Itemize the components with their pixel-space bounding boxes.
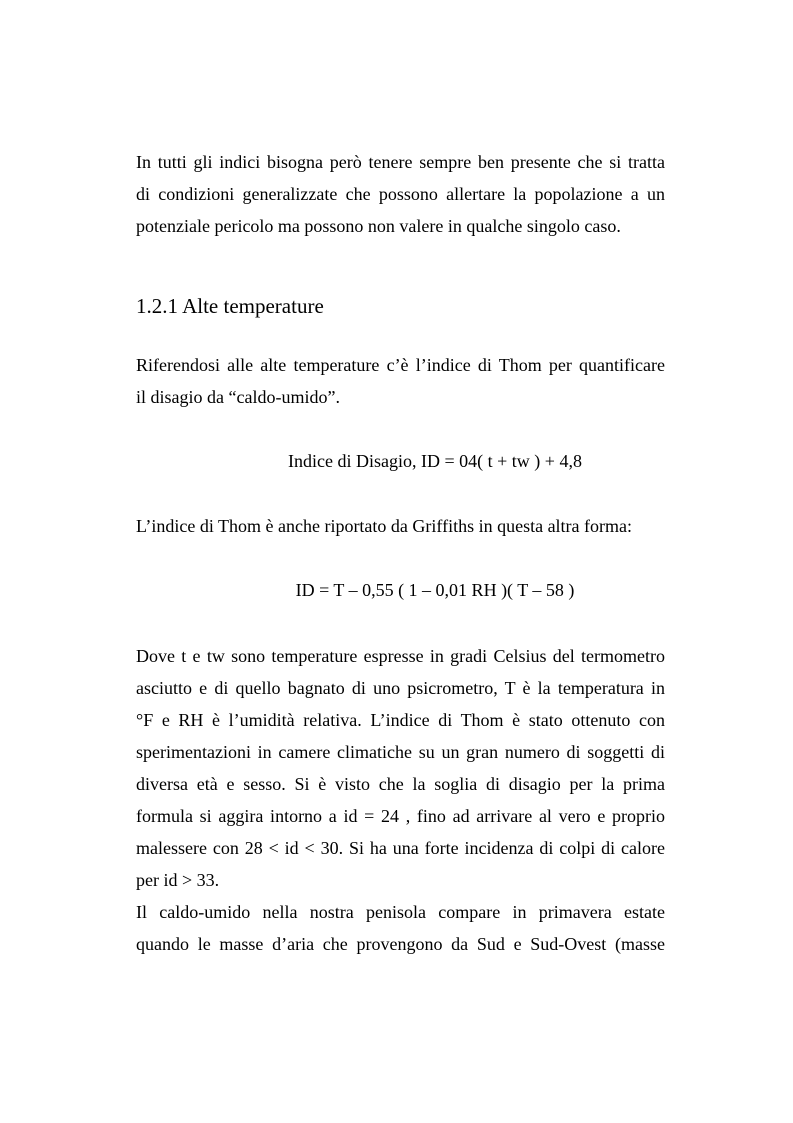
text-line: diversa età e sesso. Si è visto che la soglia di disagio per la prima bbox=[136, 774, 665, 794]
text-line: sperimentazioni in camere climatiche su un gran numero di soggetti di bbox=[136, 742, 665, 762]
text-line: In tutti gli indici bisogna però tenere sempre ben presente che si tratta bbox=[136, 152, 665, 172]
formula-griffiths: ID = T – 0,55 ( 1 – 0,01 RH )( T – 58 ) bbox=[295, 580, 575, 600]
griffiths-paragraph: L’indice di Thom è anche riportato da Griffiths in questa altra forma: bbox=[136, 516, 633, 536]
text-line: potenziale pericolo ma possono non valere in qualche singolo caso. bbox=[136, 216, 621, 236]
text-line: malessere con 28 < id < 30. Si ha una forte incidenza di colpi di calore bbox=[136, 838, 665, 858]
text-line: formula si aggira intorno a id = 24 , fino ad arrivare al vero e proprio bbox=[136, 806, 665, 826]
section-heading: 1.2.1 Alte temperature bbox=[136, 294, 324, 318]
text-line: il disagio da “caldo-umido”. bbox=[136, 387, 340, 407]
text-line: Riferendosi alle alte temperature c’è l’indice di Thom per quantificare bbox=[136, 355, 665, 375]
text-line: di condizioni generalizzate che possono allertare la popolazione a un bbox=[136, 184, 665, 204]
text-line: quando le masse d’aria che provengono da Sud e Sud-Ovest (masse bbox=[136, 934, 665, 954]
text-line: °F e RH è l’umidità relativa. L’indice di Thom è stato ottenuto con bbox=[136, 710, 665, 730]
text-line: per id > 33. bbox=[136, 870, 220, 890]
text-line: Il caldo-umido nella nostra penisola compare in primavera estate bbox=[136, 902, 665, 922]
text-line: asciutto e di quello bagnato di uno psicrometro, T è la temperatura in bbox=[136, 678, 665, 698]
text-line: Dove t e tw sono temperature espresse in gradi Celsius del termometro bbox=[136, 646, 665, 666]
formula-discomfort-index: Indice di Disagio, ID = 04( t + tw ) + 4,8 bbox=[288, 451, 582, 471]
